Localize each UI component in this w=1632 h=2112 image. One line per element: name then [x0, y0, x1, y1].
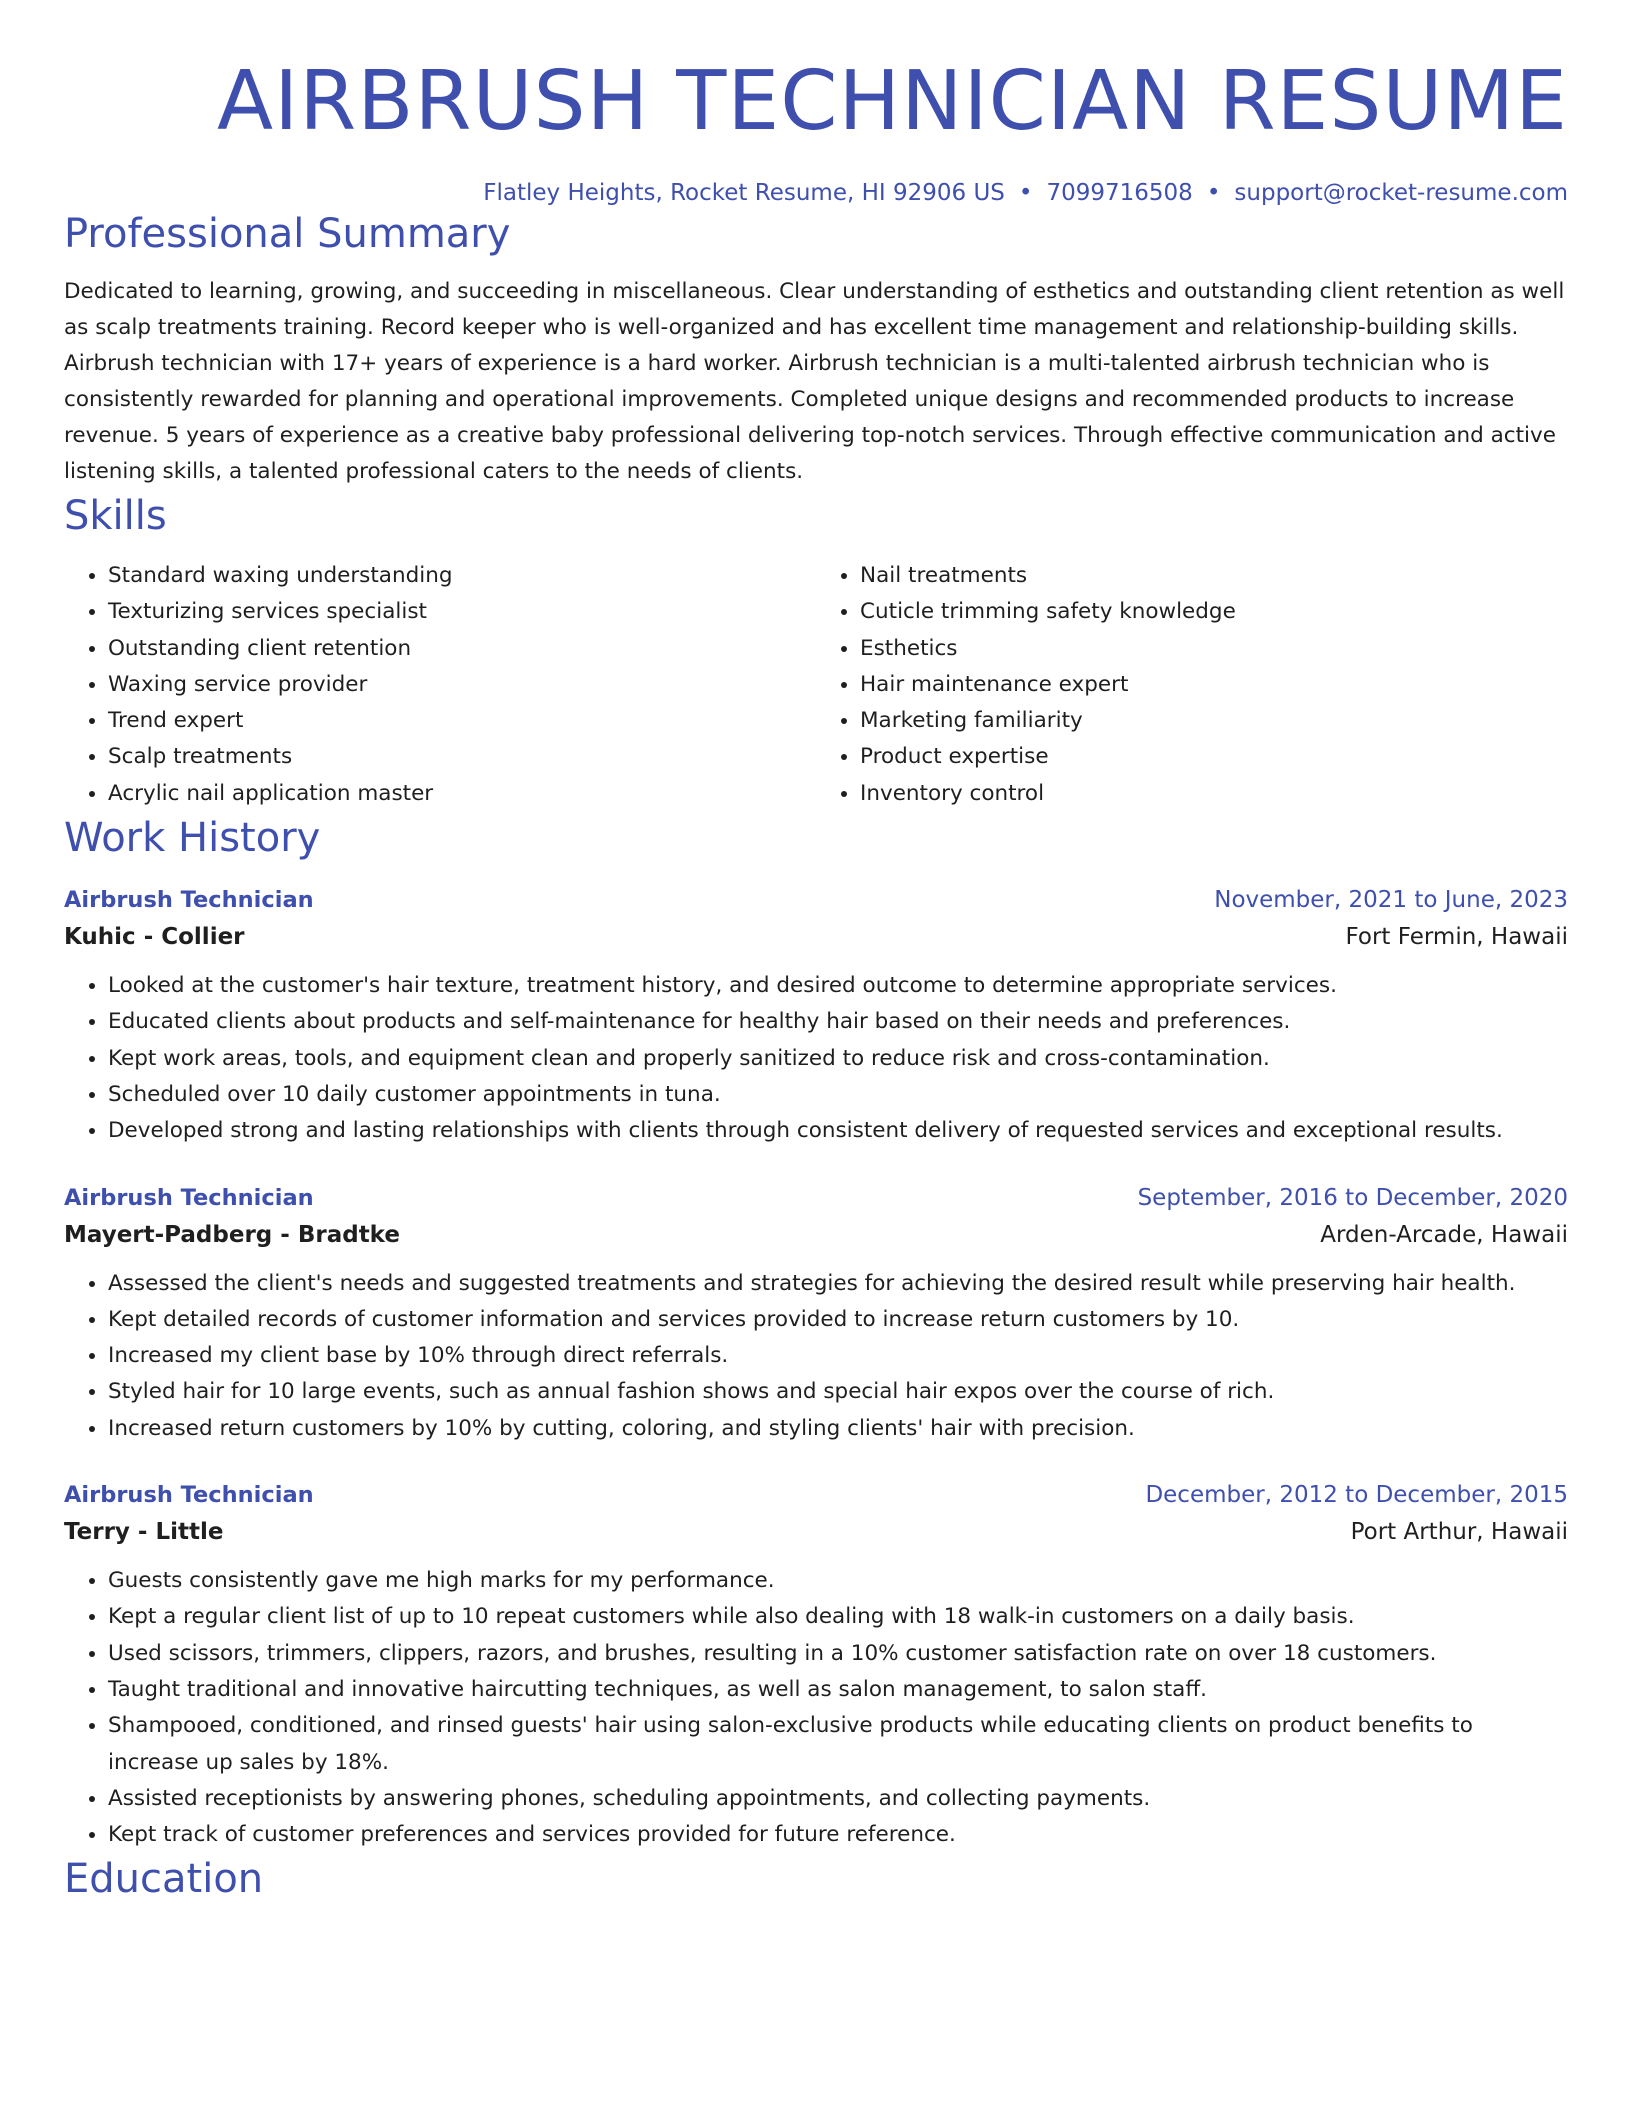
contact-address: Flatley Heights, Rocket Resume, HI 92906 US — [483, 180, 1005, 206]
skill-item: • Product expertise — [860, 739, 1568, 775]
job-bullet: • Styled hair for 10 large events, such as annual fashion shows and special hair expos over the course of rich. — [108, 1374, 1568, 1410]
job-dates: December, 2012 to December, 2015 — [1145, 1482, 1568, 1509]
section-heading-education: Education — [64, 1856, 264, 1903]
job-bullets — [64, 1563, 1568, 1853]
job-bullet: • Scheduled over 10 daily customer appointments in tuna. — [108, 1077, 1568, 1113]
job-bullet: • Developed strong and lasting relationships with clients through consistent delivery of requested services and exceptional results. — [108, 1113, 1568, 1149]
skill-item: • Standard waxing understanding — [108, 558, 816, 594]
contact-phone: 7099716508 — [1046, 180, 1193, 206]
job-dates: September, 2016 to December, 2020 — [1137, 1184, 1568, 1211]
contact-separator: • — [1206, 180, 1221, 206]
job-location: Fort Fermin, Hawaii — [1345, 924, 1568, 951]
skill-item: • Scalp treatments — [108, 739, 816, 775]
contact-separator: • — [1018, 180, 1033, 206]
job-entry — [64, 1477, 1568, 1853]
job-bullet: • Kept track of customer preferences and services provided for future reference. — [108, 1817, 1568, 1853]
skill-item: • Cuticle trimming safety knowledge — [860, 594, 1568, 630]
skill-item: • Acrylic nail application master — [108, 776, 816, 812]
job-bullet: • Used scissors, trimmers, clippers, razors, and brushes, resulting in a 10% customer satisfaction rate on over 18 customers. — [108, 1636, 1568, 1672]
skills-column-left — [64, 558, 816, 812]
job-title: Airbrush Technician — [64, 887, 314, 914]
job-bullet: • Increased my client base by 10% through direct referrals. — [108, 1338, 1568, 1374]
skills-list — [64, 558, 1568, 812]
skills-column-right — [816, 558, 1568, 812]
job-entry — [64, 882, 1568, 1149]
job-bullet: • Taught traditional and innovative haircutting techniques, as well as salon management, to salon staff. — [108, 1672, 1568, 1708]
section-heading-summary: Professional Summary — [64, 211, 511, 257]
skill-item: • Trend expert — [108, 703, 816, 739]
job-bullet: • Kept work areas, tools, and equipment clean and properly sanitized to reduce risk and cross-contamination. — [108, 1041, 1568, 1077]
contact-line — [64, 178, 1568, 208]
job-entry — [64, 1180, 1568, 1447]
job-location: Port Arthur, Hawaii — [1350, 1519, 1568, 1546]
skill-item: • Marketing familiarity — [860, 703, 1568, 739]
job-company: Mayert-Padberg - Bradtke — [64, 1221, 400, 1248]
job-bullet: • Kept detailed records of customer information and services provided to increase return customers by 10. — [108, 1302, 1568, 1338]
job-bullet: • Educated clients about products and self-maintenance for healthy hair based on their needs and preferences. — [108, 1004, 1568, 1040]
job-bullets — [64, 968, 1568, 1149]
skill-item: • Waxing service provider — [108, 667, 816, 703]
skill-item: • Nail treatments — [860, 558, 1568, 594]
job-title: Airbrush Technician — [64, 1482, 314, 1509]
contact-email: support@rocket-resume.com — [1234, 180, 1568, 206]
skill-item: • Texturizing services specialist — [108, 594, 816, 630]
job-bullet: • Assisted receptionists by answering phones, scheduling appointments, and collecting payments. — [108, 1781, 1568, 1817]
job-bullets — [64, 1266, 1568, 1447]
resume-title: AIRBRUSH TECHNICIAN RESUME — [217, 54, 1568, 149]
job-company: Kuhic - Collier — [64, 924, 245, 951]
job-bullet: • Kept a regular client list of up to 10 repeat customers while also dealing with 18 walk-in customers on a daily basis. — [108, 1599, 1568, 1635]
job-location: Arden-Arcade, Hawaii — [1320, 1221, 1568, 1248]
job-bullet: • Guests consistently gave me high marks for my performance. — [108, 1563, 1568, 1599]
job-bullet: • Looked at the customer's hair texture, treatment history, and desired outcome to determine appropriate services. — [108, 968, 1568, 1004]
skill-item: • Outstanding client retention — [108, 631, 816, 667]
section-heading-skills: Skills — [64, 493, 167, 539]
job-dates: November, 2021 to June, 2023 — [1214, 887, 1568, 914]
section-heading-work-history: Work History — [64, 815, 321, 862]
job-title: Airbrush Technician — [64, 1184, 314, 1211]
job-company: Terry - Little — [64, 1519, 224, 1546]
job-bullet: • Shampooed, conditioned, and rinsed guests' hair using salon-exclusive products while educating clients on product benefits to increase up sales by 18%. — [108, 1708, 1568, 1781]
skill-item: • Esthetics — [860, 631, 1568, 667]
skill-item: • Hair maintenance expert — [860, 667, 1568, 703]
job-bullet: • Increased return customers by 10% by cutting, coloring, and styling clients' hair with precision. — [108, 1411, 1568, 1447]
summary-text: Dedicated to learning, growing, and succeeding in miscellaneous. Clear understanding of esthetics and outstanding client retention as well as scalp treatments training. Record keeper who is well-organized and has excellent time management and relationship-building skills. Airbrush technician with 17+ years of experience is a hard worker. Airbrush technician is a multi-talented airbrush technician who is consistently rewarded for planning and operational improvements. Completed unique designs and recommended products to increase revenue. 5 years of experience as a creative baby professional delivering top-notch services. Through effective communication and active listening skills, a talented professional caters to the needs of clients. — [64, 279, 1565, 484]
job-bullet: • Assessed the client's needs and suggested treatments and strategies for achieving the desired result while preserving hair health. — [108, 1266, 1568, 1302]
skill-item: • Inventory control — [860, 776, 1568, 812]
